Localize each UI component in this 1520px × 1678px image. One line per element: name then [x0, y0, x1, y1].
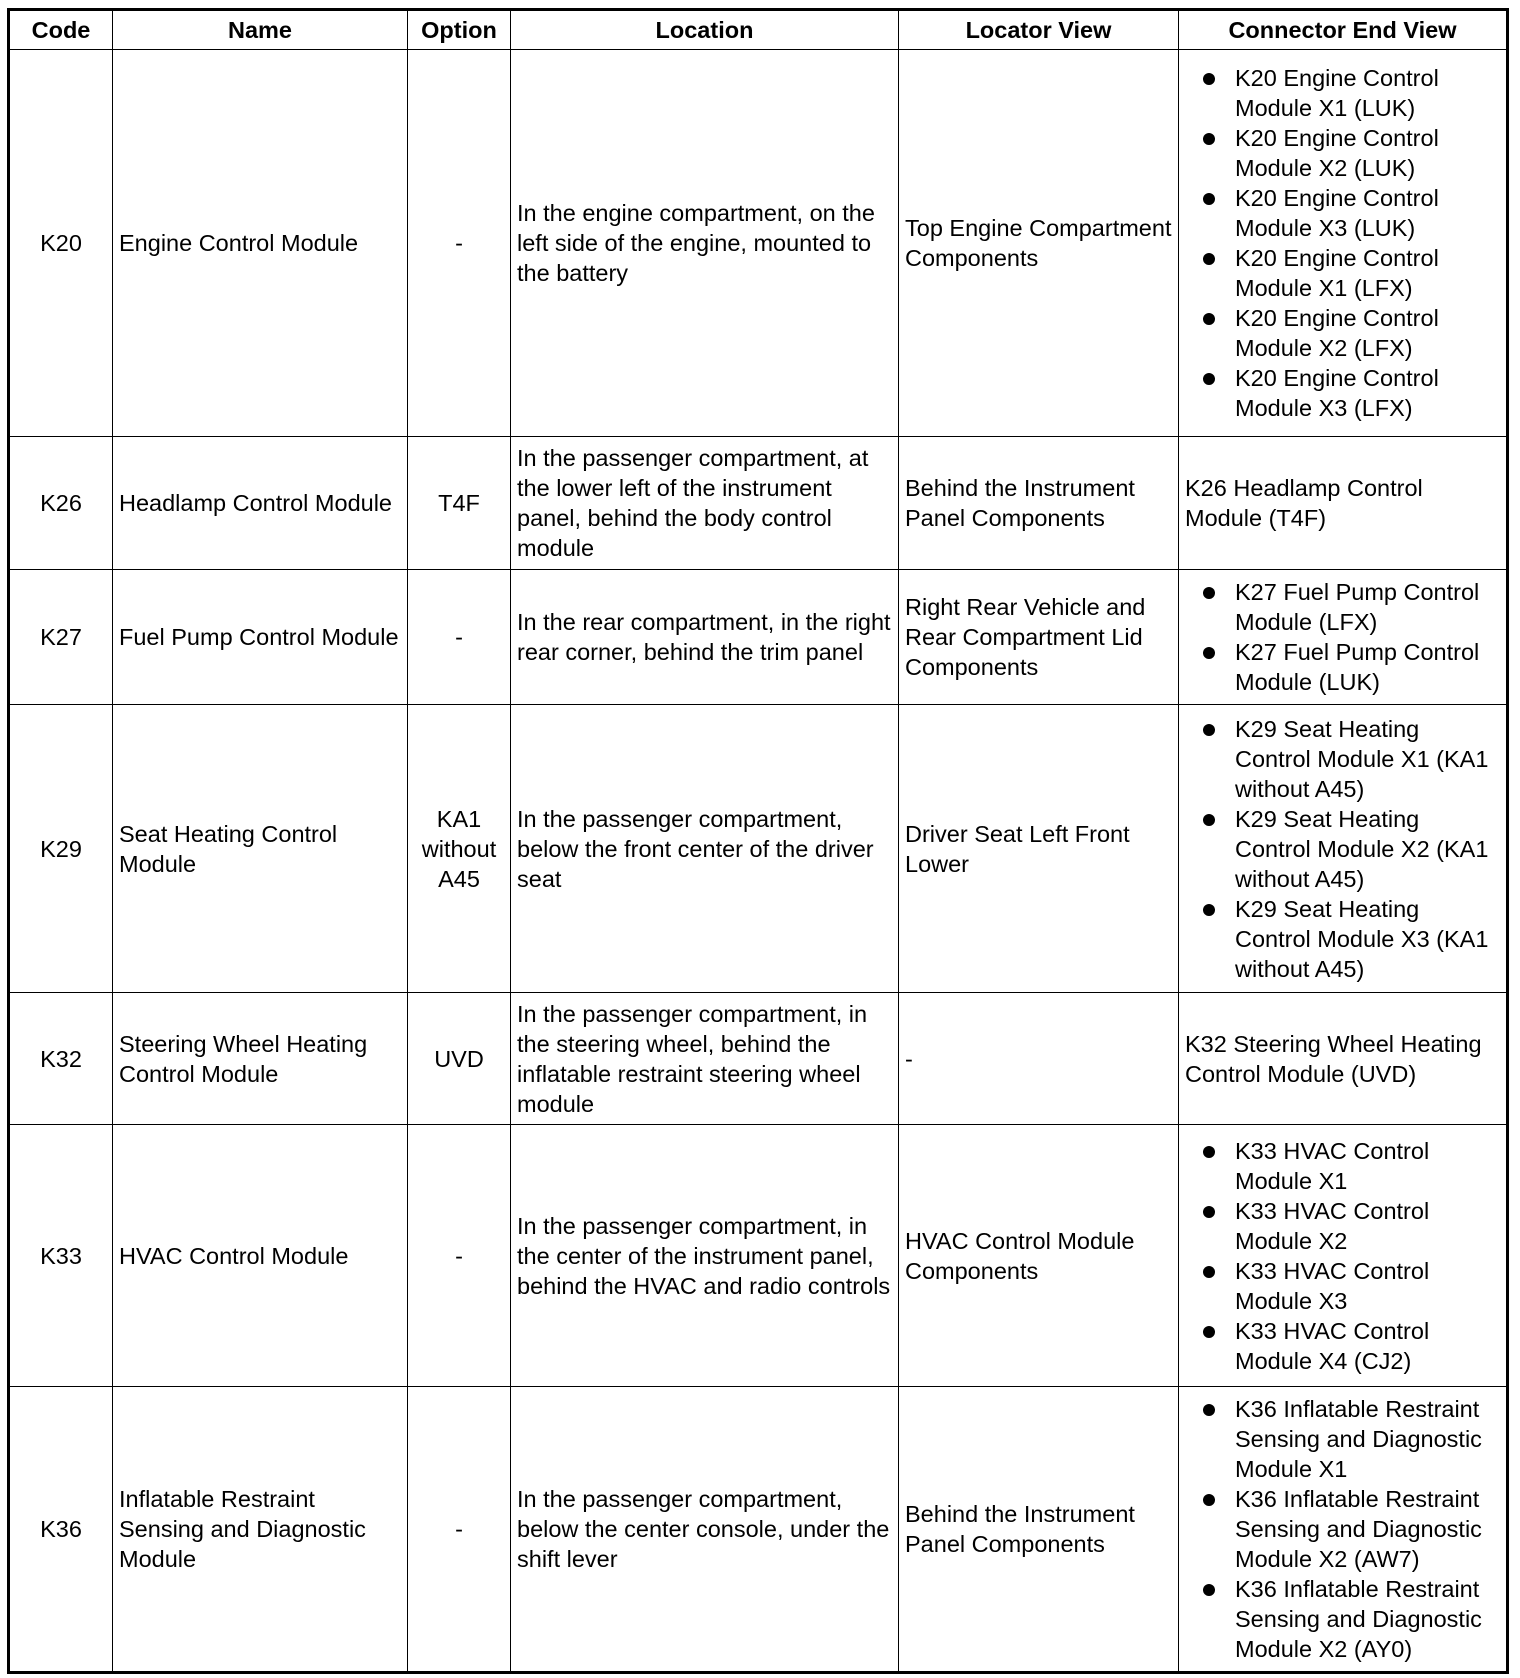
cell-code: K32 — [9, 993, 113, 1125]
connector-link[interactable]: K29 Seat Heating Control Module X1 (KA1 without A45) — [1235, 714, 1500, 804]
connector-link[interactable]: K20 Engine Control Module X3 (LUK) — [1235, 183, 1500, 243]
header-location: Location — [511, 10, 899, 50]
cell-option: - — [408, 50, 511, 437]
connector-list — [1185, 1394, 1500, 1664]
cell-locator-view: Right Rear Vehicle and Rear Compartment Lid Components — [899, 570, 1179, 705]
cell-location: In the engine compartment, on the left side of the engine, mounted to the battery — [511, 50, 899, 437]
connector-link[interactable]: K36 Inflatable Restraint Sensing and Diagnostic Module X2 (AW7) — [1235, 1484, 1500, 1574]
cell-locator-view: Driver Seat Left Front Lower — [899, 705, 1179, 993]
table-row — [9, 1125, 1508, 1387]
table-row — [9, 705, 1508, 993]
cell-connector-end-view — [1179, 1125, 1508, 1387]
cell-name: Headlamp Control Module — [113, 437, 408, 570]
cell-code: K29 — [9, 705, 113, 993]
connector-link[interactable]: K20 Engine Control Module X2 (LFX) — [1235, 303, 1500, 363]
connector-link[interactable]: K27 Fuel Pump Control Module (LFX) — [1235, 577, 1500, 637]
connector-list — [1185, 714, 1500, 984]
cell-option: UVD — [408, 993, 511, 1125]
connector-link[interactable]: K20 Engine Control Module X1 (LUK) — [1235, 63, 1500, 123]
connector-link[interactable]: K36 Inflatable Restraint Sensing and Diagnostic Module X1 — [1235, 1394, 1500, 1484]
cell-connector-end-view — [1179, 1387, 1508, 1673]
cell-locator-view: Behind the Instrument Panel Components — [899, 1387, 1179, 1673]
cell-code: K33 — [9, 1125, 113, 1387]
cell-name: Engine Control Module — [113, 50, 408, 437]
table-row — [9, 570, 1508, 705]
cell-connector-end-view — [1179, 437, 1508, 570]
connector-link[interactable]: K29 Seat Heating Control Module X2 (KA1 without A45) — [1235, 804, 1500, 894]
cell-option: - — [408, 1125, 511, 1387]
cell-name: Steering Wheel Heating Control Module — [113, 993, 408, 1125]
cell-location: In the passenger compartment, below the center console, under the shift lever — [511, 1387, 899, 1673]
cell-option: T4F — [408, 437, 511, 570]
connector-link[interactable]: K29 Seat Heating Control Module X3 (KA1 without A45) — [1235, 894, 1500, 984]
cell-connector-end-view — [1179, 705, 1508, 993]
cell-location: In the passenger compartment, at the lower left of the instrument panel, behind the body control module — [511, 437, 899, 570]
table-row — [9, 50, 1508, 437]
connector-link[interactable]: K20 Engine Control Module X1 (LFX) — [1235, 243, 1500, 303]
connector-link[interactable]: K26 Headlamp Control Module (T4F) — [1185, 475, 1423, 531]
connector-list — [1185, 63, 1500, 423]
header-locator-view: Locator View — [899, 10, 1179, 50]
connector-link[interactable]: K36 Inflatable Restraint Sensing and Diagnostic Module X2 (AY0) — [1235, 1574, 1500, 1664]
table-row — [9, 1387, 1508, 1673]
cell-option: KA1 without A45 — [408, 705, 511, 993]
connector-link[interactable]: K27 Fuel Pump Control Module (LUK) — [1235, 637, 1500, 697]
connector-link[interactable]: K33 HVAC Control Module X3 — [1235, 1256, 1500, 1316]
cell-name: HVAC Control Module — [113, 1125, 408, 1387]
cell-name: Seat Heating Control Module — [113, 705, 408, 993]
header-option: Option — [408, 10, 511, 50]
connector-list — [1185, 1136, 1500, 1376]
cell-connector-end-view — [1179, 570, 1508, 705]
cell-name: Inflatable Restraint Sensing and Diagnostic Module — [113, 1387, 408, 1673]
cell-location: In the passenger compartment, below the front center of the driver seat — [511, 705, 899, 993]
component-locator-table — [7, 8, 1509, 1674]
cell-option: - — [408, 1387, 511, 1673]
table-row — [9, 993, 1508, 1125]
header-connector-end-view: Connector End View — [1179, 10, 1508, 50]
cell-connector-end-view — [1179, 50, 1508, 437]
connector-link[interactable]: K20 Engine Control Module X2 (LUK) — [1235, 123, 1500, 183]
connector-link[interactable]: K32 Steering Wheel Heating Control Module (UVD) — [1185, 1030, 1482, 1087]
connector-link[interactable]: K33 HVAC Control Module X1 — [1235, 1136, 1500, 1196]
connector-link[interactable]: K33 HVAC Control Module X4 (CJ2) — [1235, 1316, 1500, 1376]
cell-locator-view: HVAC Control Module Components — [899, 1125, 1179, 1387]
header-name: Name — [113, 10, 408, 50]
cell-code: K20 — [9, 50, 113, 437]
cell-code: K27 — [9, 570, 113, 705]
cell-option: - — [408, 570, 511, 705]
table-row — [9, 437, 1508, 570]
cell-connector-end-view — [1179, 993, 1508, 1125]
header-row — [9, 10, 1508, 50]
cell-code: K26 — [9, 437, 113, 570]
cell-name: Fuel Pump Control Module — [113, 570, 408, 705]
cell-location: In the rear compartment, in the right rear corner, behind the trim panel — [511, 570, 899, 705]
cell-locator-view: Top Engine Compartment Components — [899, 50, 1179, 437]
connector-link[interactable]: K33 HVAC Control Module X2 — [1235, 1196, 1500, 1256]
cell-locator-view: - — [899, 993, 1179, 1125]
header-code: Code — [9, 10, 113, 50]
cell-locator-view: Behind the Instrument Panel Components — [899, 437, 1179, 570]
cell-location: In the passenger compartment, in the steering wheel, behind the inflatable restraint steering wheel module — [511, 993, 899, 1125]
cell-location: In the passenger compartment, in the center of the instrument panel, behind the HVAC and radio controls — [511, 1125, 899, 1387]
connector-link[interactable]: K20 Engine Control Module X3 (LFX) — [1235, 363, 1500, 423]
cell-code: K36 — [9, 1387, 113, 1673]
connector-list — [1185, 577, 1500, 697]
